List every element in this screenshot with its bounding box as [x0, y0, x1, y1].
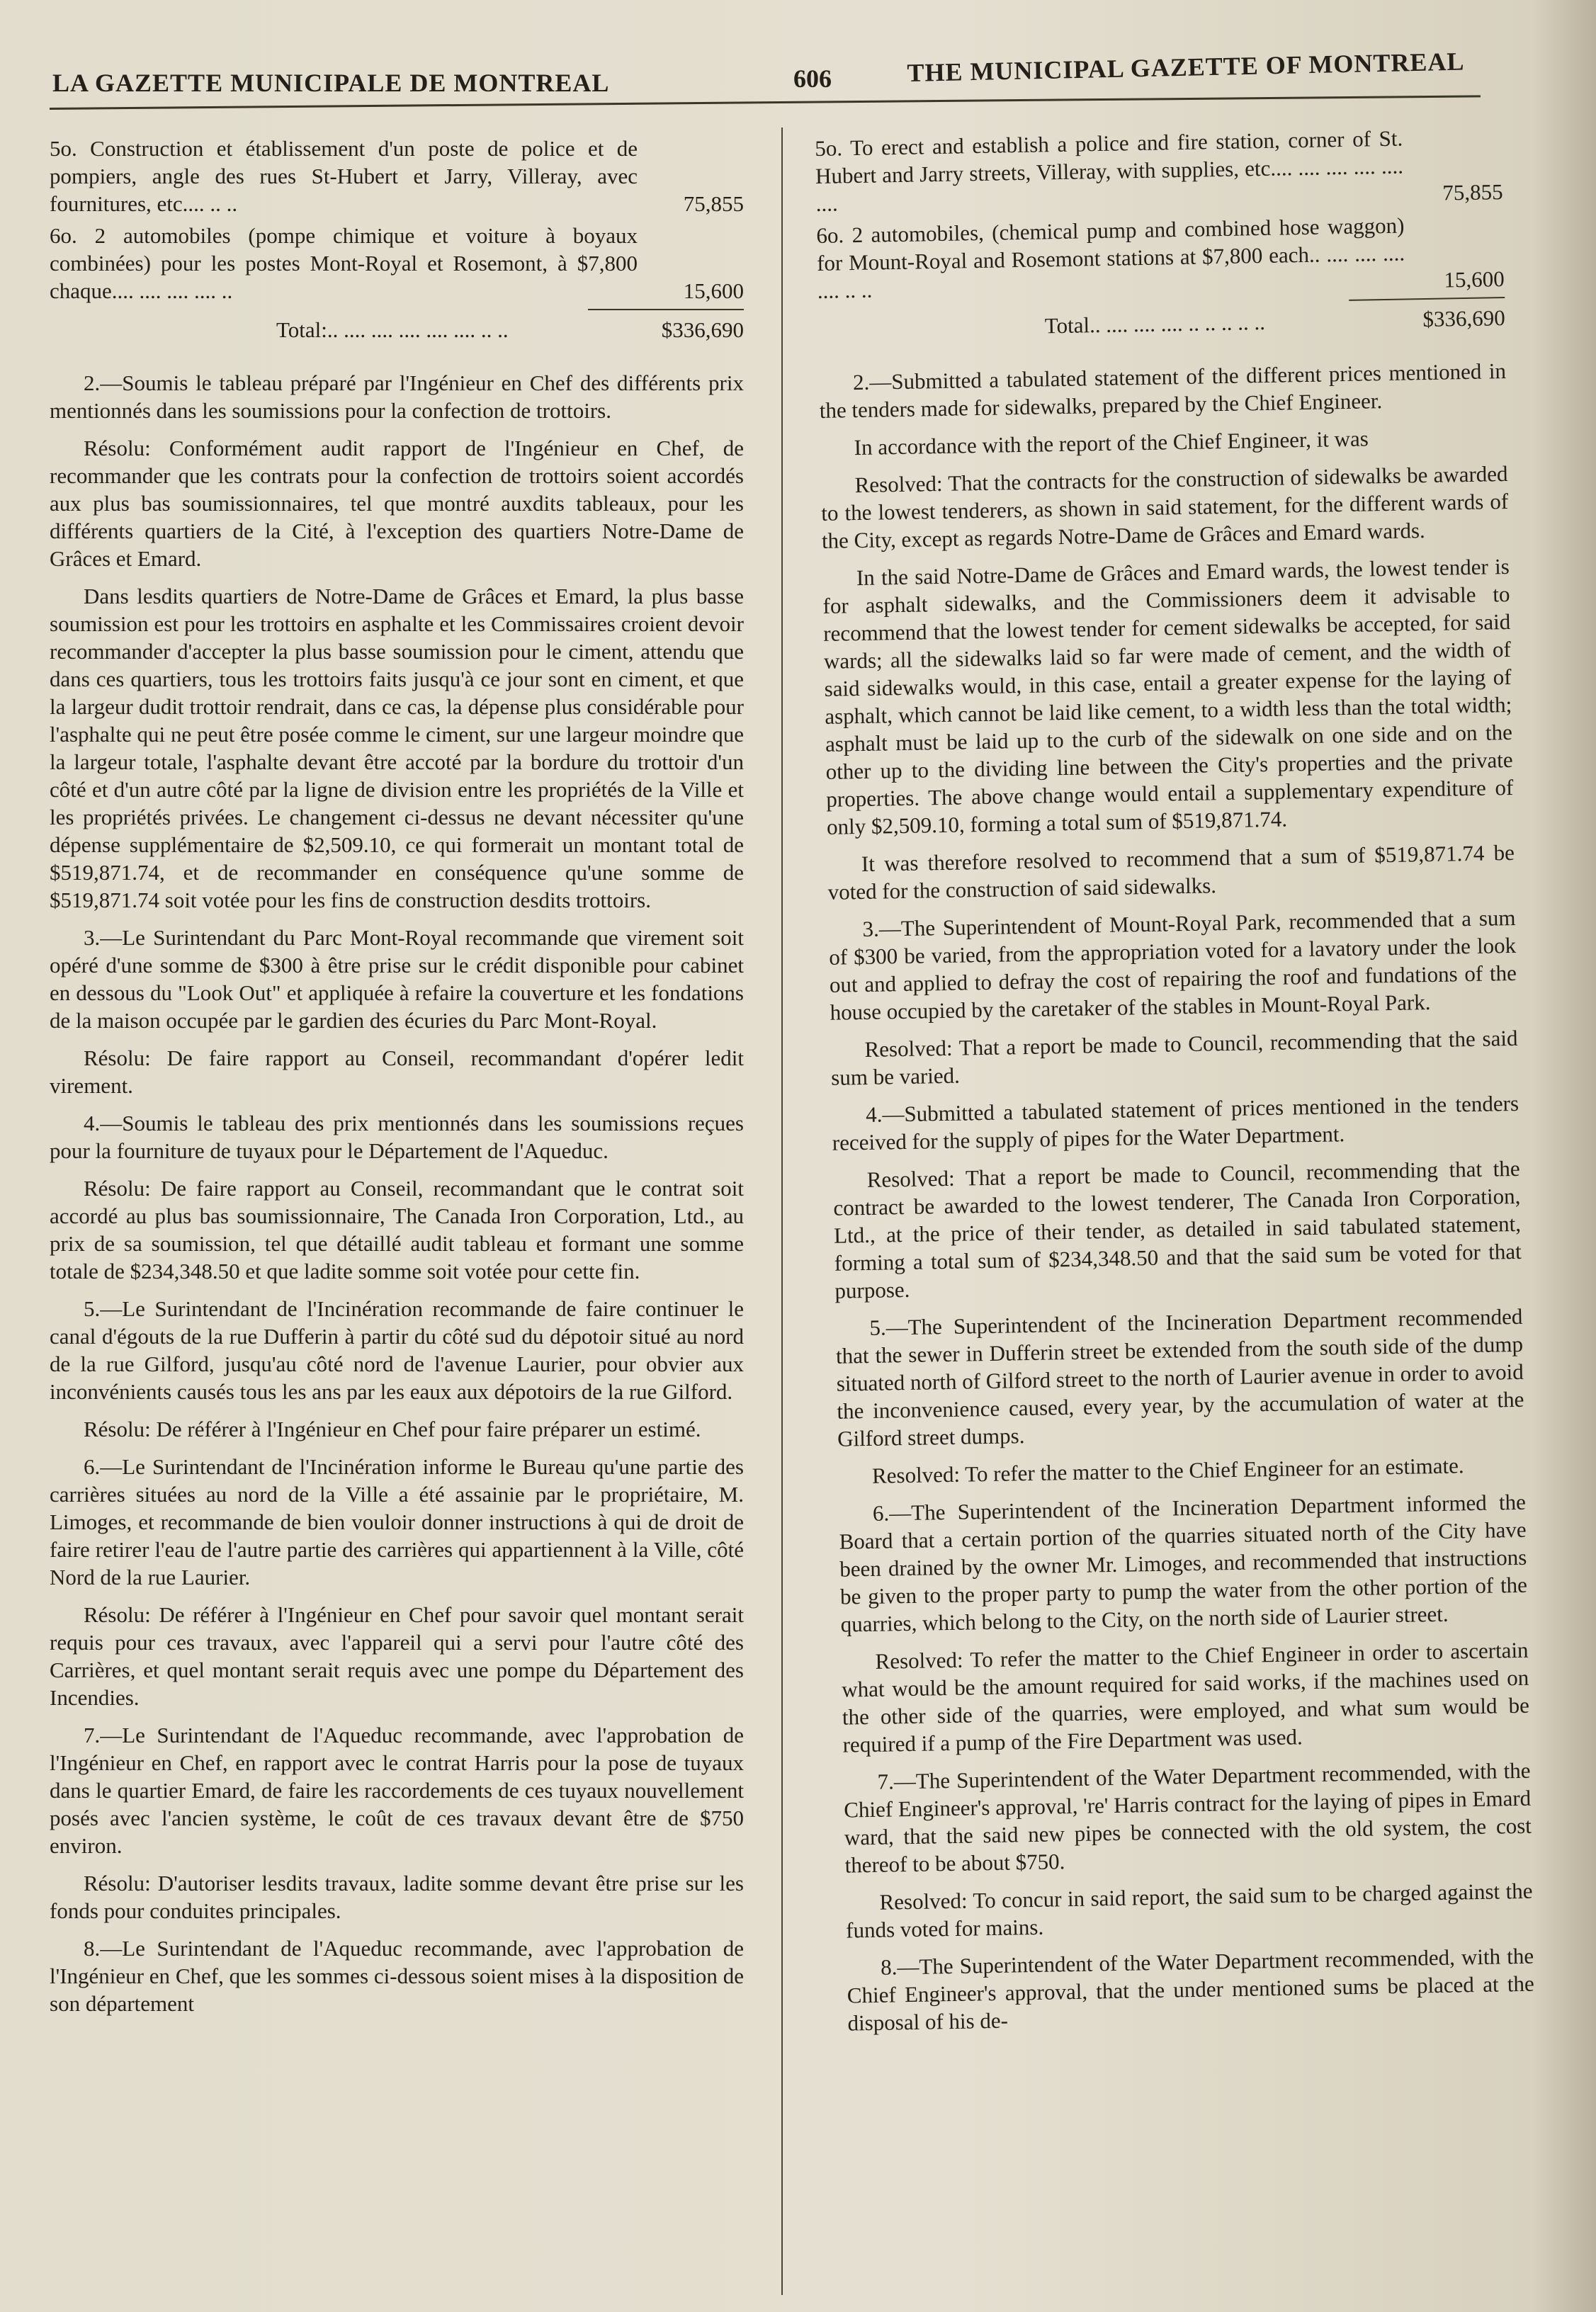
paragraph: 8.—The Superintendent of the Water Department recommended, with the Chief Engineer's approval, that the under mentioned sums be placed at the disposal of his de-	[847, 1943, 1535, 2036]
paragraph: 6.—Le Surintendant de l'Incinération informe le Bureau qu'une partie des carrières situées au nord de la Ville a été assainie par le propriétaire, M. Limoges, et recommande de bien vouloir donner instructions à qui de droit de faire retirer l'eau de l'autre partie des carrières qui appartiennent à la Ville, côté Nord de la rue Laurier.	[50, 1454, 744, 1590]
page-number: 606	[793, 64, 832, 93]
paragraph: Resolved: That the contracts for the construction of sidewalks be awarded to the lowest tenderers, as shown in said statement, for the different wards of the City, except as regards Notre-Dame de Grâces and Emard wards.	[821, 460, 1509, 553]
paragraph: Resolved: To refer the matter to the Chief Engineer for an estimate.	[871, 1453, 1464, 1488]
budget-item-text: 6o. 2 automobiles, (chemical pump and combined hose waggon) for Mount-Royal and Rosemont stations at $7,800 each.. .... .... .... .... .. ..	[816, 212, 1405, 303]
budget-item-amount: 15,600	[1444, 266, 1505, 293]
paragraph: 4.—Submitted a tabulated statement of prices mentioned in the tenders received for the supply of pipes for the Water Department.	[832, 1090, 1519, 1155]
paragraph: It was therefore resolved to recommend that a sum of $519,871.74 be voted for the construction of said sidewalks.	[827, 839, 1515, 905]
paragraph: 2.—Soumis le tableau préparé par l'Ingénieur en Chef des différents prix mentionnés dans les soumissions pour la confection de trottoirs.	[50, 370, 744, 423]
paragraph: 7.—Le Surintendant de l'Aqueduc recommande, avec l'approbation de l'Ingénieur en Chef, en rapport avec le contrat Harris pour la pose de tuyaux dans le quartier Emard, de faire les raccordements de ces tuyaux nouvellement posés avec l'ancien système, le coût de ces travaux devant être de $750 environ.	[50, 1723, 744, 1858]
paragraph: 8.—Le Surintendant de l'Aqueduc recommande, avec l'approbation de l'Ingénieur en Chef, que les sommes ci-dessous soient mises à la disposition de son département	[50, 1936, 744, 2016]
budget-item	[50, 135, 744, 217]
paragraph: Resolved: That a report be made to Council, recommending that the contract be awarded to the lowest tenderer, The Canada Iron Corporation, Ltd., at the price of their tender, as detailed in said tabulated statement, forming a total sum of $234,348.50 and that the said sum be voted for that purpose.	[833, 1155, 1522, 1303]
paragraph: Resolved: That a report be made to Council, recommending that the said sum be varied.	[830, 1025, 1518, 1090]
total-rule	[1349, 297, 1505, 301]
column-divider	[781, 128, 783, 2295]
paragraph: Resolved: To refer the matter to the Chief Engineer in order to ascertain what would be the amount required for said works, if the machines used on the other side of the quarries, were employed, and what sum would be required if a pump of the Fire Department was used.	[842, 1637, 1530, 1757]
paragraph: 6.—The Superintendent of the Incineration Department informed the Board that a certain portion of the quarries situated north of the City have been drained by the owner Mr. Limoges, and recommended that instructions be given to the proper party to pump the water from the other portion of the quarries, which belong to the City, on the north side of Laurier street.	[839, 1489, 1528, 1637]
french-column	[50, 135, 744, 2027]
paragraph: Dans lesdits quartiers de Notre-Dame de Grâces et Emard, la plus basse soumission est pour les trottoirs en asphalte et les Commissaires croient devoir recommander d'accepter la plus basse soumission pour le ciment, attendu que dans ces quartiers, tous les trottoirs faits jusqu'à ce jour sont en ciment, et que la largeur dudit trottoir rendrait, dans ce cas, la dépense plus considérable pour l'asphalte qui ne peut être posée comme le ciment, sur une largeur moindre que la largeur totale, l'asphalte devant être accoté par la bordure du trottoir d'un côté et d'un autre côté par la ligne de division entre les propriétés de la Ville et les propriétés privées. Le changement ci-dessus ne devant nécessiter qu'une dépense supplémentaire de $2,509.10, ce qui formerait un montant total de $519,871.74, et de recommander en conséquence qu'une somme de $519,871.74 soit votée pour les fins de construction desdits trottoirs.	[50, 584, 744, 912]
budget-item-amount: 75,855	[683, 191, 744, 216]
budget-item-amount: 75,855	[1442, 179, 1503, 205]
paragraph: In accordance with the report of the Chief Engineer, it was	[854, 426, 1369, 460]
budget-item-text: 5o. To erect and establish a police and fire station, corner of St. Hubert and Jarry streets, Villeray, with supplies, etc.... .... .... .... .... ....	[815, 125, 1404, 216]
page-header	[50, 42, 1481, 106]
budget-item	[815, 123, 1503, 217]
paragraph: 7.—The Superintendent of the Water Department recommended, with the Chief Engineer's approval, 're' Harris contract for the laying of pipes in Emard ward, that the said new pipes be connected with the old system, the cost thereof to be about $750.	[843, 1757, 1532, 1878]
budget-total	[50, 316, 744, 344]
paragraph: Résolu: De faire rapport au Conseil, recommandant d'opérer ledit virement.	[50, 1046, 744, 1098]
paragraph: 5.—Le Surintendant de l'Incinération recommande de faire continuer le canal d'égouts de la rue Dufferin à partir du côté sud du dépotoir situé au nord de la rue Gilford, jusqu'au côté nord de l'avenue Laurier, pour obvier aux inconvénients causés tous les ans par les eaux aux dépotoirs de la rue Gilford.	[50, 1296, 744, 1404]
header-title-english: THE MUNICIPAL GAZETTE OF MONTREAL	[907, 47, 1465, 87]
total-amount: $336,690	[661, 317, 744, 342]
total-label: Total.. .... .... .... .. .. .. .. ..	[1044, 309, 1266, 339]
paragraph: Résolu: De référer à l'Ingénieur en Chef pour savoir quel montant serait requis pour ces travaux, avec l'appareil qui a servi pour l'autre côté des Carrières, et quel montant serait requis avec une pompe du Département des Incendies.	[50, 1602, 744, 1710]
header-title-french: LA GAZETTE MUNICIPALE DE MONTREAL	[52, 69, 610, 97]
paragraph: 2.—Submitted a tabulated statement of the different prices mentioned in the tenders made for sidewalks, prepared by the Chief Engineer.	[819, 358, 1507, 423]
budget-item-text: 6o. 2 automobiles (pompe chimique et voiture à boyaux combinées) pour les postes Mont-Royal et Rosemont, à $7,800 chaque.... .... .... .... ..	[50, 223, 638, 303]
budget-item	[816, 210, 1505, 305]
paragraph: 5.—The Superintendent of the Incineration Department recommended that the sewer in Dufferin street be extended from the south side of the dump situated north of Gilford street to the north of Laurier avenue in order to avoid the inconvenience caused, every year, by the accumulation of water at the Gilford street dumps.	[835, 1303, 1524, 1451]
paragraph: In the said Notre-Dame de Grâces and Emard wards, the lowest tender is for asphalt sidewalks, and the Commissioners deem it advisable to recommend that the lowest tender for cement sidewalks be accepted, for said wards; all the sidewalks laid so far were made of cement, and the width of said sidewalks would, in this case, entail a greater expense for the laying of asphalt, which cannot be laid like cement, to a width less than the total width; asphalt must be laid up to the curb of the sidewalk on one side and on the other up to the dividing line between the City's properties and the private properties. The above change would entail a supplementary expenditure of only $2,509.10, forming a total sum of $519,871.74.	[822, 553, 1514, 839]
paragraph: Résolu: Conformément audit rapport de l'Ingénieur en Chef, de recommander que les contrats pour la confection de trottoirs soient accordés aux plus bas soumissionnaires, tel que montré auxdits tableaux, pour les différents quartiers de la Cité, à l'exception des quartiers Notre-Dame de Grâces et Emard.	[50, 436, 744, 571]
english-column	[815, 123, 1535, 2047]
paragraph: 4.—Soumis le tableau des prix mentionnés dans les soumissions reçues pour la fourniture de tuyaux pour le Département de l'Aqueduc.	[50, 1111, 744, 1163]
paragraph: Résolu: D'autoriser lesdits travaux, ladite somme devant être prise sur les fonds pour conduites principales.	[50, 1871, 744, 1923]
paragraph: 3.—Le Surintendant du Parc Mont-Royal recommande que virement soit opéré d'une somme de $300 à être prise sur le crédit disponible pour cabinet en dessous du "Look Out" et appliquée à refaire la couverture et les fondations de la maison occupée par le gardien des écuries du Parc Mont-Royal.	[50, 925, 744, 1033]
paragraph: 3.—The Superintendent of Mount-Royal Park, recommended that a sum of $300 be varied, from the appropriation voted for a lavatory under the look out and applied to defray the cost of repairing the roof and fundations of the house occupied by the caretaker of the stables in Mount-Royal Park.	[828, 905, 1517, 1025]
total-rule	[588, 309, 744, 310]
budget-item	[50, 222, 744, 305]
budget-total	[817, 304, 1505, 344]
budget-item-amount: 15,600	[683, 278, 744, 303]
paragraph: Résolu: De référer à l'Ingénieur en Chef pour faire préparer un estimé.	[84, 1417, 701, 1441]
total-amount: $336,690	[1422, 305, 1505, 332]
total-label: Total:.. .... .... .... .... .... .. ..	[276, 317, 509, 342]
paragraph: Résolu: De faire rapport au Conseil, recommandant que le contrat soit accordé au plus bas soumissionnaire, The Canada Iron Corporation, Ltd., au prix de sa soumission, tel que détaillé audit tableau et formant une somme totale de $234,348.50 et que ladite somme soit votée pour cette fin.	[50, 1176, 744, 1284]
paragraph: Resolved: To concur in said report, the said sum to be charged against the funds voted for mains.	[845, 1878, 1533, 1943]
budget-item-text: 5o. Construction et établissement d'un poste de police et de pompiers, angle des rues St-Hubert et Jarry, Villeray, avec fournitures, etc.... .. ..	[50, 136, 638, 216]
